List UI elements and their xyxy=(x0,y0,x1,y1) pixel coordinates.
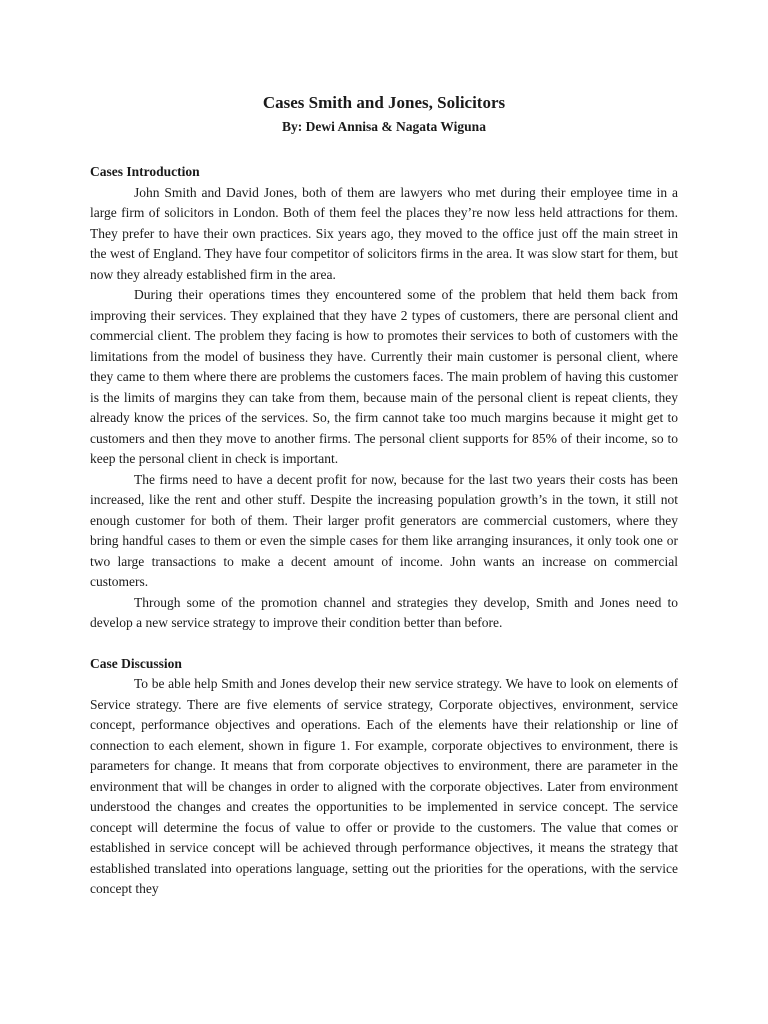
document-authors: By: Dewi Annisa & Nagata Wiguna xyxy=(282,119,486,134)
section-case-discussion xyxy=(90,654,678,900)
section-cases-introduction xyxy=(90,162,678,634)
section-heading: Cases Introduction xyxy=(90,164,200,179)
paragraph: To be able help Smith and Jones develop their new service strategy. We have to look on elements of Service strategy. There are five elements of service strategy, Corporate objectives, environment, service concept, performance objectives and operations. Each of the elements have their relationship or line of connection to each element, shown in figure 1. For example, corporate objectives to environment, there is parameters for change. It means that from corporate objectives to environment, there are parameter in the environment that will be changes in order to aligned with the corporate objectives. Later from environment understood the changes and creates the opportunities to be implemented in service concept. The service concept will determine the focus of value to offer or provide to the customers. The value that comes or established in service concept will be achieved through performance objectives, it means the strategy that established translated into operations language, setting out the priorities for the operations, with the service concept they xyxy=(90,676,678,896)
paragraph: John Smith and David Jones, both of them are lawyers who met during their employee time in a large firm of solicitors in London. Both of them feel the places they’re now less held attractions for them. They prefer to have their own practices. Six years ago, they moved to the office just off the main street in the west of England. They have four competitor of solicitors firms in the area. It was slow start for them, but now they already established firm in the area. xyxy=(90,184,678,282)
document-body xyxy=(90,92,678,900)
section-heading: Case Discussion xyxy=(90,655,182,671)
paragraph: The firms need to have a decent profit for now, because for the last two years their costs has been increased, like the rent and other stuff. Despite the increasing population growth’s in the town, it still not enough customer for both of them. Their larger profit generators are commercial customers, where they bring handful cases to them or even the simple cases for them like arranging insurances, it only took one or two large transactions to make a decent amount of income. John wants an increase on commercial customers. xyxy=(90,471,678,589)
paragraph: Through some of the promotion channel and strategies they develop, Smith and Jones need to develop a new service strategy to improve their condition better than before. xyxy=(90,594,678,630)
paragraph: During their operations times they encountered some of the problem that held them back from improving their services. They explained that they have 2 types of customers, there are personal client and commercial client. The problem they facing is how to promotes their services to both of customers with the limitations from the model of business they have. Currently their main customer is personal client, where they came to them where there are problems the customers faces. The main problem of having this customer is the limits of margins they can take from them, because main of the personal client is repeat clients, they already know the prices of the services. So, the firm cannot take too much margins because it might get to customers and then they move to another firms. The personal client supports for 85% of their income, so to keep the personal client in check is important. xyxy=(90,287,678,466)
document-title: Cases Smith and Jones, Solicitors xyxy=(262,93,506,112)
